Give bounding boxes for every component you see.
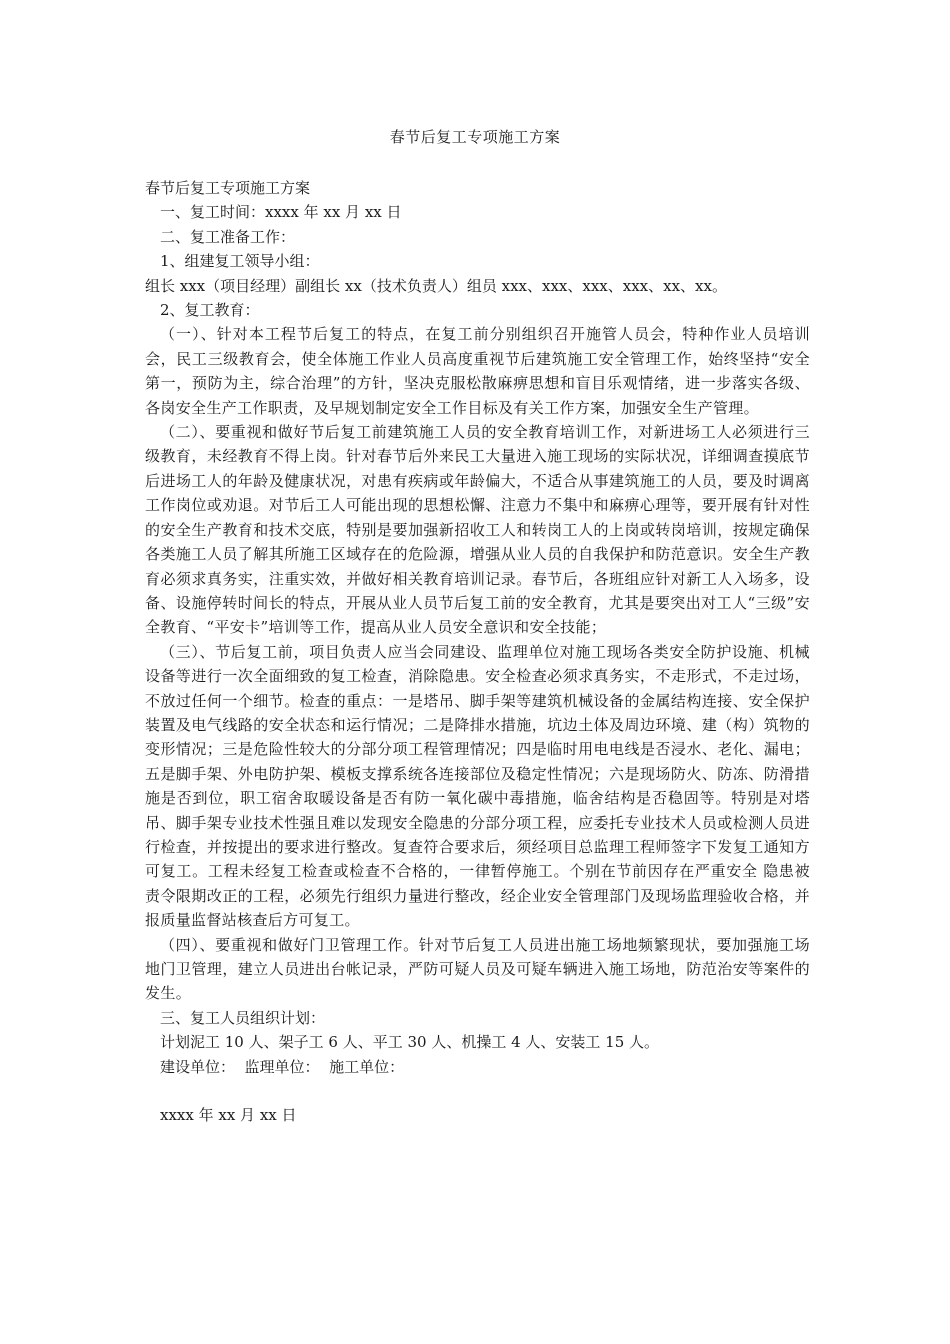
signature-date: xxxx 年 xx 月 xx 日 (160, 1106, 297, 1125)
signing-units: 建设单位： 监理单位： 施工单位： (160, 1057, 405, 1076)
document-title: 春节后复工专项施工方案 (389, 128, 561, 146)
paragraph-4: （四）、要重视和做好门卫管理工作。针对节后复工人员进出施工场地频繁现状，要加强施工场地门卫管理，建立人员进出台帐记录，严防可疑人员及可疑车辆进入施工场地，防范治安等案件的发生。 (145, 935, 810, 1003)
document-body (145, 176, 810, 1127)
staff-plan-detail: 计划泥工 10 人、架子工 6 人、平工 30 人、机操工 4 人、安装工 15 人。 (160, 1033, 660, 1052)
subsection-education: 2、复工教育： (160, 301, 260, 320)
subsection-leadership-group: 1、组建复工领导小组： (160, 252, 320, 271)
paragraph-3: （三）、节后复工前，项目负责人应当会同建设、监理单位对施工现场各类安全防护设施、机械设备等进行一次全面细致的复工检查，消除隐患。安全检查必须求真务实，不走形式，不走过场，不放过任何一个细节。检查的重点：一是塔吊、脚手架等建筑机械设备的金属结构连接、安全保护装置及电气线路的安全状态和运行情况；二是降排水措施，坑边土体及周边环境、建（构）筑物的变形情况；三是危险性较大的分部分项工程管理情况；四是临时用电电线是否浸水、老化、漏电；五是脚手架、外电防护架、模板支撑系统各连接部位及稳定性情况；六是现场防火、防冻、防滑措施是否到位，职工宿舍取暖设备是否有防一氧化碳中毒措施，临舍结构是否稳固等。特别是对塔吊、脚手架专业技术性强且难以发现安全隐患的分部分项工程，应委托专业技术人员或检测人员进行检查，并按提出的要求进行整改。复查符合要求后，须经项目总监理工程师签字下发复工通知方可复工。工程未经复工检查或检查不合格的，一律暂停施工。个别在节前因存在严重安全 隐患被责令限期改正的工程，必须先行组织力量进行整改，经企业安全管理部门及现场监理验收合格，并报质量监督站核查后方可复工。 (145, 642, 810, 930)
spacer (145, 1079, 810, 1103)
document-heading: 春节后复工专项施工方案 (145, 179, 311, 197)
paragraph-1: （一）、针对本工程节后复工的特点，在复工前分别组织召开施管人员会，特种作业人员培训会，民工三级教育会，使全体施工作业人员高度重视节后建筑施工安全管理工作，始终坚持“安全第一，预防为主，综合治理”的方针，坚决克服松散麻痹思想和盲目乐观情绪，进一步落实各级、各岗安全生产工作职责，及早规划制定安全工作目标及有关工作方案，加强安全生产管理。 (145, 325, 810, 417)
paragraph-2: （二）、要重视和做好节后复工前建筑施工人员的安全教育培训工作，对新进场工人必须进行三级教育，未经教育不得上岗。针对春节后外来民工大量进入施工现场的实际状况，详细调查摸底节后进场工人的年龄及健康状况，对患有疾病或年龄偏大，不适合从事建筑施工的人员，要及时调离工作岗位或劝退。对节后工人可能出现的思想松懈、注意力不集中和麻痹心理等，要开展有针对性的安全生产教育和技术交底，特别是要加强新招收工人和转岗工人的上岗或转岗培训，按规定确保各类施工人员了解其所施工区域存在的危险源，增强从业人员的自我保护和防范意识。安全生产教育必须求真务实，注重实效，并做好相关教育培训记录。春节后，各班组应针对新工人入场多，设备、设施停转时间长的特点，开展从业人员节后复工前的安全教育，尤其是要突出对工人“三级”安全教育、“平安卡”培训等工作，提高从业人员安全意识和安全技能； (145, 423, 810, 637)
section-preparation: 二、复工准备工作： (160, 227, 296, 246)
section-resume-time: 一、复工时间：xxxx 年 xx 月 xx 日 (160, 203, 402, 222)
section-staff-plan: 三、复工人员组织计划： (160, 1008, 326, 1027)
leadership-members: 组长 xxx（项目经理）副组长 xx（技术负责人）组员 xxx、xxx、xxx、xxx、xx、xx。 (145, 276, 727, 295)
